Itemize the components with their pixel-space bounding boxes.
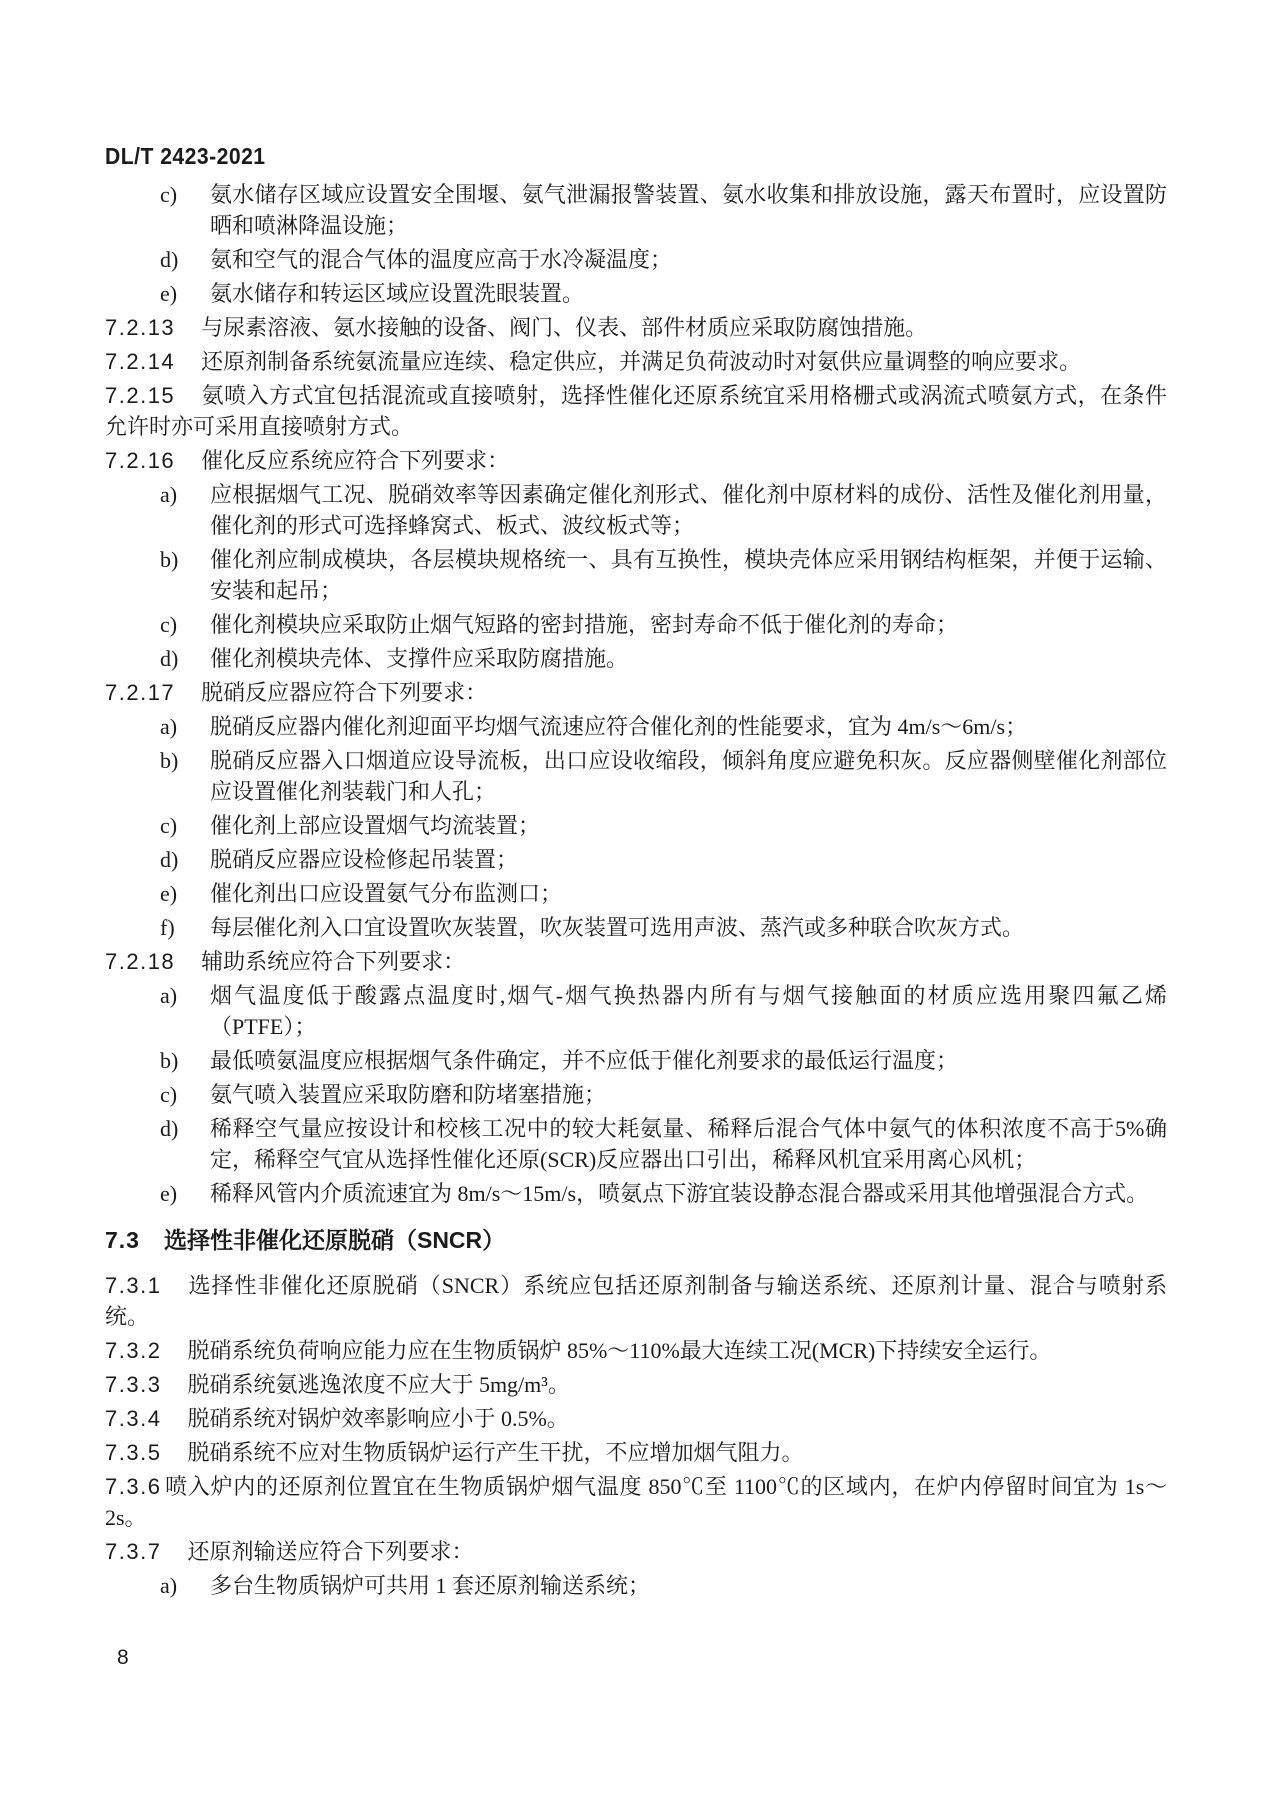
lettered-item [105, 745, 1167, 807]
clause-text: 选择性非催化还原脱硝（SNCR）系统应包括还原剂制备与输送系统、还原剂计量、混合与喷射系统。 [105, 1273, 1167, 1329]
lettered-item [105, 244, 1167, 275]
item-label: a) [160, 983, 178, 1008]
item-text: 催化剂应制成模块，各层模块规格统一、具有互换性，模块壳体应采用钢结构框架，并便于运输、安装和起吊； [210, 547, 1167, 603]
item-text: 每层催化剂入口宜设置吹灰装置，吹灰装置可选用声波、蒸汽或多种联合吹灰方式。 [210, 915, 1025, 940]
item-text: 稀释风管内介质流速宜为 8m/s～15m/s，喷氨点下游宜装设静态混合器或采用其他增强混合方式。 [210, 1181, 1149, 1206]
clause-text: 辅助系统应符合下列要求： [201, 949, 466, 974]
clause-paragraph [105, 1536, 1167, 1567]
item-label: d) [160, 1116, 179, 1141]
clause-number: 7.3.4 [105, 1406, 162, 1431]
item-label: e) [160, 881, 178, 906]
clause-paragraph [105, 946, 1167, 977]
lettered-item [105, 179, 1167, 241]
item-text: 催化剂模块壳体、支撑件应采取防腐措施。 [210, 646, 629, 671]
clause-paragraph [105, 1403, 1167, 1434]
clause-paragraph [105, 1471, 1167, 1533]
clause-number: 7.2.16 [105, 448, 176, 473]
item-text: 烟气温度低于酸露点温度时,烟气-烟气换热器内所有与烟气接触面的材质应选用聚四氟乙烯（PTFE）； [210, 983, 1167, 1039]
item-label: b) [160, 547, 179, 572]
item-label: b) [160, 1048, 179, 1073]
item-label: e) [160, 1181, 178, 1206]
lettered-item [105, 643, 1167, 674]
item-label: c) [160, 182, 178, 207]
item-text: 氨水储存区域应设置安全围堰、氨气泄漏报警装置、氨水收集和排放设施，露天布置时，应设置防晒和喷淋降温设施； [210, 182, 1167, 238]
item-text: 脱硝反应器内催化剂迎面平均烟气流速应符合催化剂的性能要求，宜为 4m/s～6m/s； [210, 714, 1028, 739]
clause-number: 7.3.5 [105, 1440, 162, 1465]
clause-number: 7.2.13 [105, 315, 176, 340]
lettered-item [105, 878, 1167, 909]
clause-text: 脱硝系统负荷响应能力应在生物质锅炉 85%～110%最大连续工况(MCR)下持续安全运行。 [187, 1338, 1052, 1363]
item-text: 脱硝反应器应设检修起吊装置； [210, 847, 519, 872]
clause-text: 还原剂输送应符合下列要求： [187, 1539, 474, 1564]
clause-number: 7.3.2 [105, 1338, 162, 1363]
lettered-item [105, 479, 1167, 541]
item-text: 催化剂上部应设置烟气均流装置； [210, 813, 541, 838]
item-label: c) [160, 813, 178, 838]
clause-text: 选择性非催化还原脱硝（SNCR） [163, 1227, 506, 1253]
document-header [105, 143, 1167, 170]
clause-number: 7.2.15 [105, 383, 176, 408]
lettered-item [105, 544, 1167, 606]
lettered-item [105, 711, 1167, 742]
clause-number: 7.3.3 [105, 1372, 162, 1397]
clause-paragraph [105, 1369, 1167, 1400]
item-text: 氨和空气的混合气体的温度应高于水冷凝温度； [210, 247, 673, 272]
clause-text: 脱硝系统不应对生物质锅炉运行产生干扰，不应增加烟气阻力。 [187, 1440, 804, 1465]
lettered-item [105, 1113, 1167, 1175]
item-label: c) [160, 1082, 178, 1107]
clause-number: 7.2.14 [105, 349, 176, 374]
standard-number: DL/T 2423-2021 [105, 143, 266, 169]
item-text: 催化剂出口应设置氨气分布监测口； [210, 881, 563, 906]
item-label: d) [160, 646, 179, 671]
clause-number: 7.3.7 [105, 1539, 162, 1564]
clause-number: 7.3 [105, 1227, 140, 1253]
clause-number: 7.3.1 [105, 1273, 162, 1298]
page-number: 8 [117, 1646, 129, 1669]
lettered-item [105, 1079, 1167, 1110]
item-label: a) [160, 1573, 178, 1598]
clause-text: 催化反应系统应符合下列要求： [201, 448, 510, 473]
clause-text: 脱硝反应器应符合下列要求： [201, 680, 488, 705]
document-body [105, 179, 1167, 1601]
item-text: 氨水储存和转运区域应设置洗眼装置。 [210, 281, 585, 306]
clause-number: 7.2.18 [105, 949, 176, 974]
clause-text: 还原剂制备系统氨流量应连续、稳定供应，并满足负荷波动时对氨供应量调整的响应要求。 [201, 349, 1082, 374]
clause-paragraph [105, 312, 1167, 343]
item-text: 脱硝反应器入口烟道应设导流板，出口应设收缩段，倾斜角度应避免积灰。反应器侧壁催化剂部位应设置催化剂装载门和人孔； [210, 748, 1167, 804]
lettered-item [105, 810, 1167, 841]
item-text: 最低喷氨温度应根据烟气条件确定，并不应低于催化剂要求的最低运行温度； [210, 1048, 959, 1073]
item-label: c) [160, 612, 178, 637]
item-label: d) [160, 847, 179, 872]
clause-paragraph [105, 380, 1167, 442]
item-text: 催化剂模块应采取防止烟气短路的密封措施，密封寿命不低于催化剂的寿命； [210, 612, 959, 637]
clause-paragraph [105, 677, 1167, 708]
clause-text: 脱硝系统氨逃逸浓度不应大于 5mg/m³。 [187, 1372, 570, 1397]
lettered-item [105, 1045, 1167, 1076]
clause-text: 氨喷入方式宜包括混流或直接喷射，选择性催化还原系统宜采用格栅式或涡流式喷氨方式，在条件允许时亦可采用直接喷射方式。 [105, 383, 1167, 439]
clause-paragraph [105, 346, 1167, 377]
item-label: f) [160, 915, 175, 940]
clause-paragraph [105, 445, 1167, 476]
lettered-item [105, 1178, 1167, 1209]
lettered-item [105, 609, 1167, 640]
item-label: a) [160, 714, 178, 739]
clause-paragraph [105, 1335, 1167, 1366]
clause-text: 脱硝系统对锅炉效率影响应小于 0.5%。 [187, 1406, 569, 1431]
item-text: 氨气喷入装置应采取防磨和防堵塞措施； [210, 1082, 607, 1107]
clause-text: 与尿素溶液、氨水接触的设备、阀门、仪表、部件材质应采取防腐蚀措施。 [201, 315, 928, 340]
item-label: b) [160, 748, 179, 773]
lettered-item [105, 1570, 1167, 1601]
lettered-item [105, 980, 1167, 1042]
item-text: 多台生物质锅炉可共用 1 套还原剂输送系统； [210, 1573, 651, 1598]
lettered-item [105, 278, 1167, 309]
item-label: d) [160, 247, 179, 272]
lettered-item [105, 912, 1167, 943]
lettered-item [105, 844, 1167, 875]
clause-paragraph [105, 1270, 1167, 1332]
item-label: a) [160, 482, 178, 507]
section-heading [105, 1225, 1167, 1256]
page-content [105, 143, 1167, 1604]
clause-number: 7.3.6 [105, 1474, 162, 1499]
item-label: e) [160, 281, 178, 306]
clause-paragraph [105, 1437, 1167, 1468]
item-text: 稀释空气量应按设计和校核工况中的较大耗氨量、稀释后混合气体中氨气的体积浓度不高于5%确定，稀释空气宜从选择性催化还原(SCR)反应器出口引出，稀释风机宜采用离心风机； [210, 1116, 1167, 1172]
clause-text: 喷入炉内的还原剂位置宜在生物质锅炉烟气温度 850℃至 1100℃的区域内，在炉内停留时间宜为 1s～2s。 [105, 1474, 1167, 1530]
clause-number: 7.2.17 [105, 680, 176, 705]
item-text: 应根据烟气工况、脱硝效率等因素确定催化剂形式、催化剂中原材料的成份、活性及催化剂用量，催化剂的形式可选择蜂窝式、板式、波纹板式等； [210, 482, 1167, 538]
